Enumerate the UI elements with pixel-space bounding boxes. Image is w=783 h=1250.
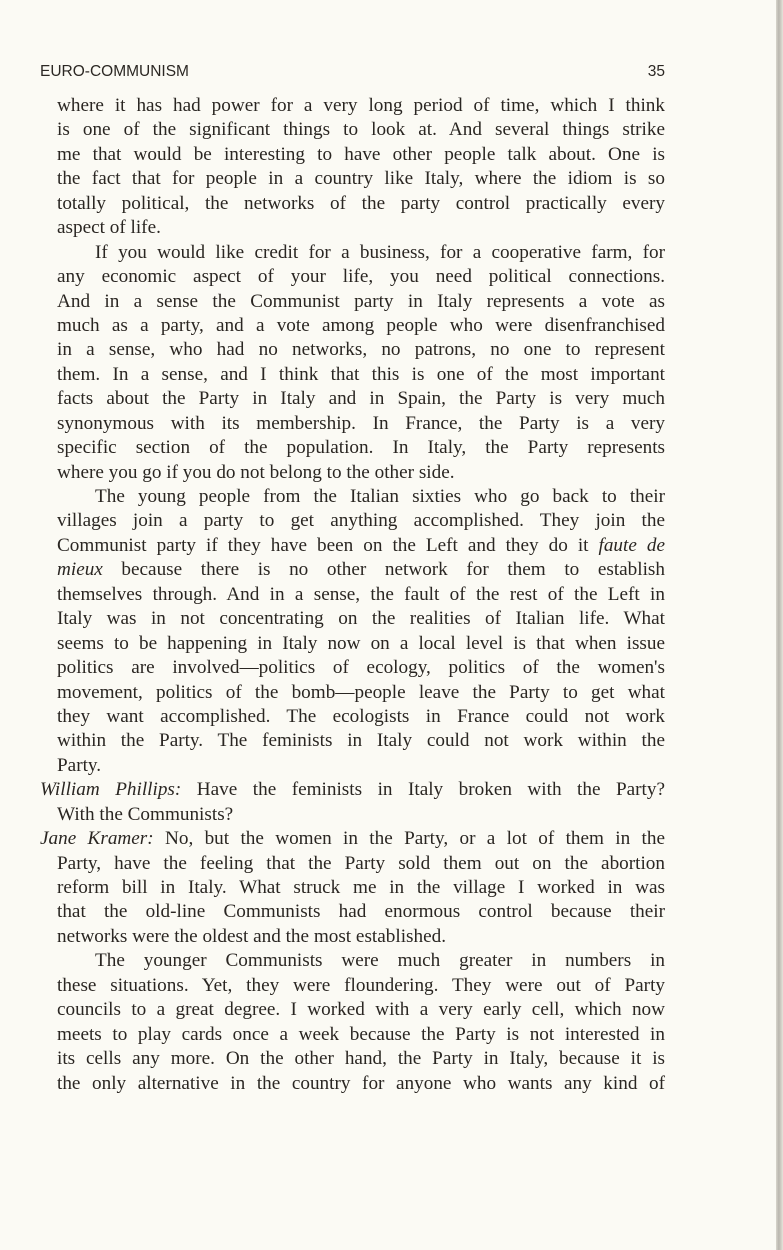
text-line bbox=[57, 436, 665, 460]
line-text: synonymous with its membership. In France, the Party is a very bbox=[57, 412, 665, 434]
text-line bbox=[57, 241, 665, 265]
text-line bbox=[57, 94, 665, 118]
line-text: The young people from the Italian sixties who go back to their bbox=[95, 486, 665, 507]
line-text: With the Communists? bbox=[57, 803, 234, 825]
line-text: is one of the significant things to look at. And several things strike bbox=[57, 119, 665, 141]
text-line bbox=[57, 852, 665, 876]
text-line bbox=[57, 729, 665, 753]
line-text: Italy was in not concentrating on the realities of Italian life. What bbox=[57, 608, 665, 630]
page-number: 35 bbox=[647, 63, 665, 80]
line-text: these situations. Yet, they were floundering. They were out of Party bbox=[57, 974, 665, 996]
line-text: where it has had power for a very long period of time, which I think bbox=[57, 95, 665, 116]
italic-text: faute de bbox=[598, 534, 665, 556]
text-line bbox=[57, 876, 665, 900]
text-line bbox=[57, 803, 665, 827]
line-text: much as a party, and a vote among people who were disenfranchised bbox=[57, 314, 665, 336]
text-line bbox=[57, 216, 665, 240]
text-line bbox=[57, 192, 665, 216]
line-text: its cells any more. On the other hand, the Party in Italy, because it is bbox=[57, 1048, 665, 1070]
line-text: the only alternative in the country for anyone who wants any kind of bbox=[57, 1072, 665, 1094]
text-line bbox=[57, 265, 665, 289]
text-line bbox=[40, 827, 665, 851]
line-text: villages join a party to get anything accomplished. They join the bbox=[57, 510, 665, 532]
line-text: that the old-line Communists had enormous control because their bbox=[57, 901, 665, 923]
text-line bbox=[57, 534, 665, 558]
text-line bbox=[57, 681, 665, 705]
speaker-name: William Phillips: bbox=[40, 779, 182, 801]
line-text: themselves through. And in a sense, the fault of the rest of the Left in bbox=[57, 583, 665, 605]
line-text: councils to a great degree. I worked with a very early cell, which now bbox=[57, 999, 665, 1021]
text-line bbox=[57, 998, 665, 1022]
running-head-title: EURO-COMMUNISM bbox=[40, 63, 189, 80]
body-text bbox=[40, 94, 665, 1096]
line-text: politics are involved—politics of ecology, politics of the women's bbox=[57, 657, 665, 679]
text-line bbox=[57, 143, 665, 167]
line-text: specific section of the population. In Italy, the Party represents bbox=[57, 437, 665, 459]
text-line bbox=[57, 509, 665, 533]
line-text: movement, politics of the bomb—people leave the Party to get what bbox=[57, 681, 665, 703]
line-text: Party. bbox=[57, 754, 102, 776]
speaker-name: Jane Kramer: bbox=[40, 828, 154, 850]
text-line bbox=[57, 1047, 665, 1071]
line-text: And in a sense the Communist party in Italy represents a vote as bbox=[57, 290, 665, 312]
text-line bbox=[57, 314, 665, 338]
text-line bbox=[57, 607, 665, 631]
text-line bbox=[57, 583, 665, 607]
line-text: them. In a sense, and I think that this is one of the most important bbox=[57, 363, 665, 385]
text-line bbox=[57, 558, 665, 582]
paragraph bbox=[57, 485, 665, 778]
text-line bbox=[57, 412, 665, 436]
line-text: If you would like credit for a business, for a cooperative farm, for bbox=[95, 241, 665, 263]
text-line bbox=[57, 974, 665, 998]
text-line bbox=[57, 632, 665, 656]
dialogue-paragraph bbox=[40, 778, 665, 827]
line-text: facts about the Party in Italy and in Spain, the Party is very much bbox=[57, 388, 665, 410]
paragraph bbox=[57, 94, 665, 241]
line-text: where you go if you do not belong to the other side. bbox=[57, 461, 455, 483]
line-text: No, but the women in the Party, or a lot of them in the bbox=[153, 828, 665, 850]
line-text: networks were the oldest and the most established. bbox=[57, 925, 446, 947]
line-text: totally political, the networks of the party control practically every bbox=[57, 192, 665, 214]
text-line bbox=[57, 705, 665, 729]
text-line bbox=[57, 656, 665, 680]
paragraph bbox=[57, 949, 665, 1096]
line-text: any economic aspect of your life, you need political connections. bbox=[57, 266, 665, 288]
text-line bbox=[57, 754, 665, 778]
line-text: Party, have the feeling that the Party sold them out on the abortion bbox=[57, 852, 665, 874]
line-text: in a sense, who had no networks, no patrons, no one to represent bbox=[57, 339, 665, 361]
line-text: seems to be happening in Italy now on a local level is that when issue bbox=[57, 632, 665, 654]
text-line bbox=[57, 1023, 665, 1047]
line-text: me that would be interesting to have other people talk about. One is bbox=[57, 143, 665, 165]
line-text: reform bill in Italy. What struck me in the village I worked in was bbox=[57, 877, 665, 898]
paragraph bbox=[57, 241, 665, 485]
line-text: they want accomplished. The ecologists in France could not work bbox=[57, 705, 665, 727]
line-text: The younger Communists were much greater in numbers in bbox=[95, 950, 665, 972]
page-edge bbox=[776, 0, 783, 1250]
text-line bbox=[40, 778, 665, 802]
line-text: within the Party. The feminists in Italy could not work within the bbox=[57, 730, 665, 752]
text-line bbox=[57, 900, 665, 924]
text-line bbox=[57, 485, 665, 509]
text-line bbox=[57, 290, 665, 314]
text-line bbox=[57, 925, 665, 949]
running-header bbox=[40, 63, 665, 81]
line-text: the fact that for people in a country like Italy, where the idiom is so bbox=[57, 168, 665, 190]
text-line bbox=[57, 167, 665, 191]
text-line bbox=[57, 461, 665, 485]
line-text: meets to play cards once a week because the Party is not interested in bbox=[57, 1023, 665, 1045]
text-line bbox=[57, 949, 665, 973]
line-text: Communist party if they have been on the Left and they do it bbox=[57, 534, 599, 556]
italic-text: mieux bbox=[57, 559, 103, 581]
text-line bbox=[57, 1072, 665, 1096]
line-text: because there is no other network for them to establish bbox=[102, 559, 665, 581]
text-line bbox=[57, 387, 665, 411]
dialogue-paragraph bbox=[40, 827, 665, 949]
line-text: aspect of life. bbox=[57, 217, 161, 239]
line-text: Have the feminists in Italy broken with the Party? bbox=[181, 779, 665, 801]
text-line bbox=[57, 363, 665, 387]
text-line bbox=[57, 118, 665, 142]
text-line bbox=[57, 338, 665, 362]
